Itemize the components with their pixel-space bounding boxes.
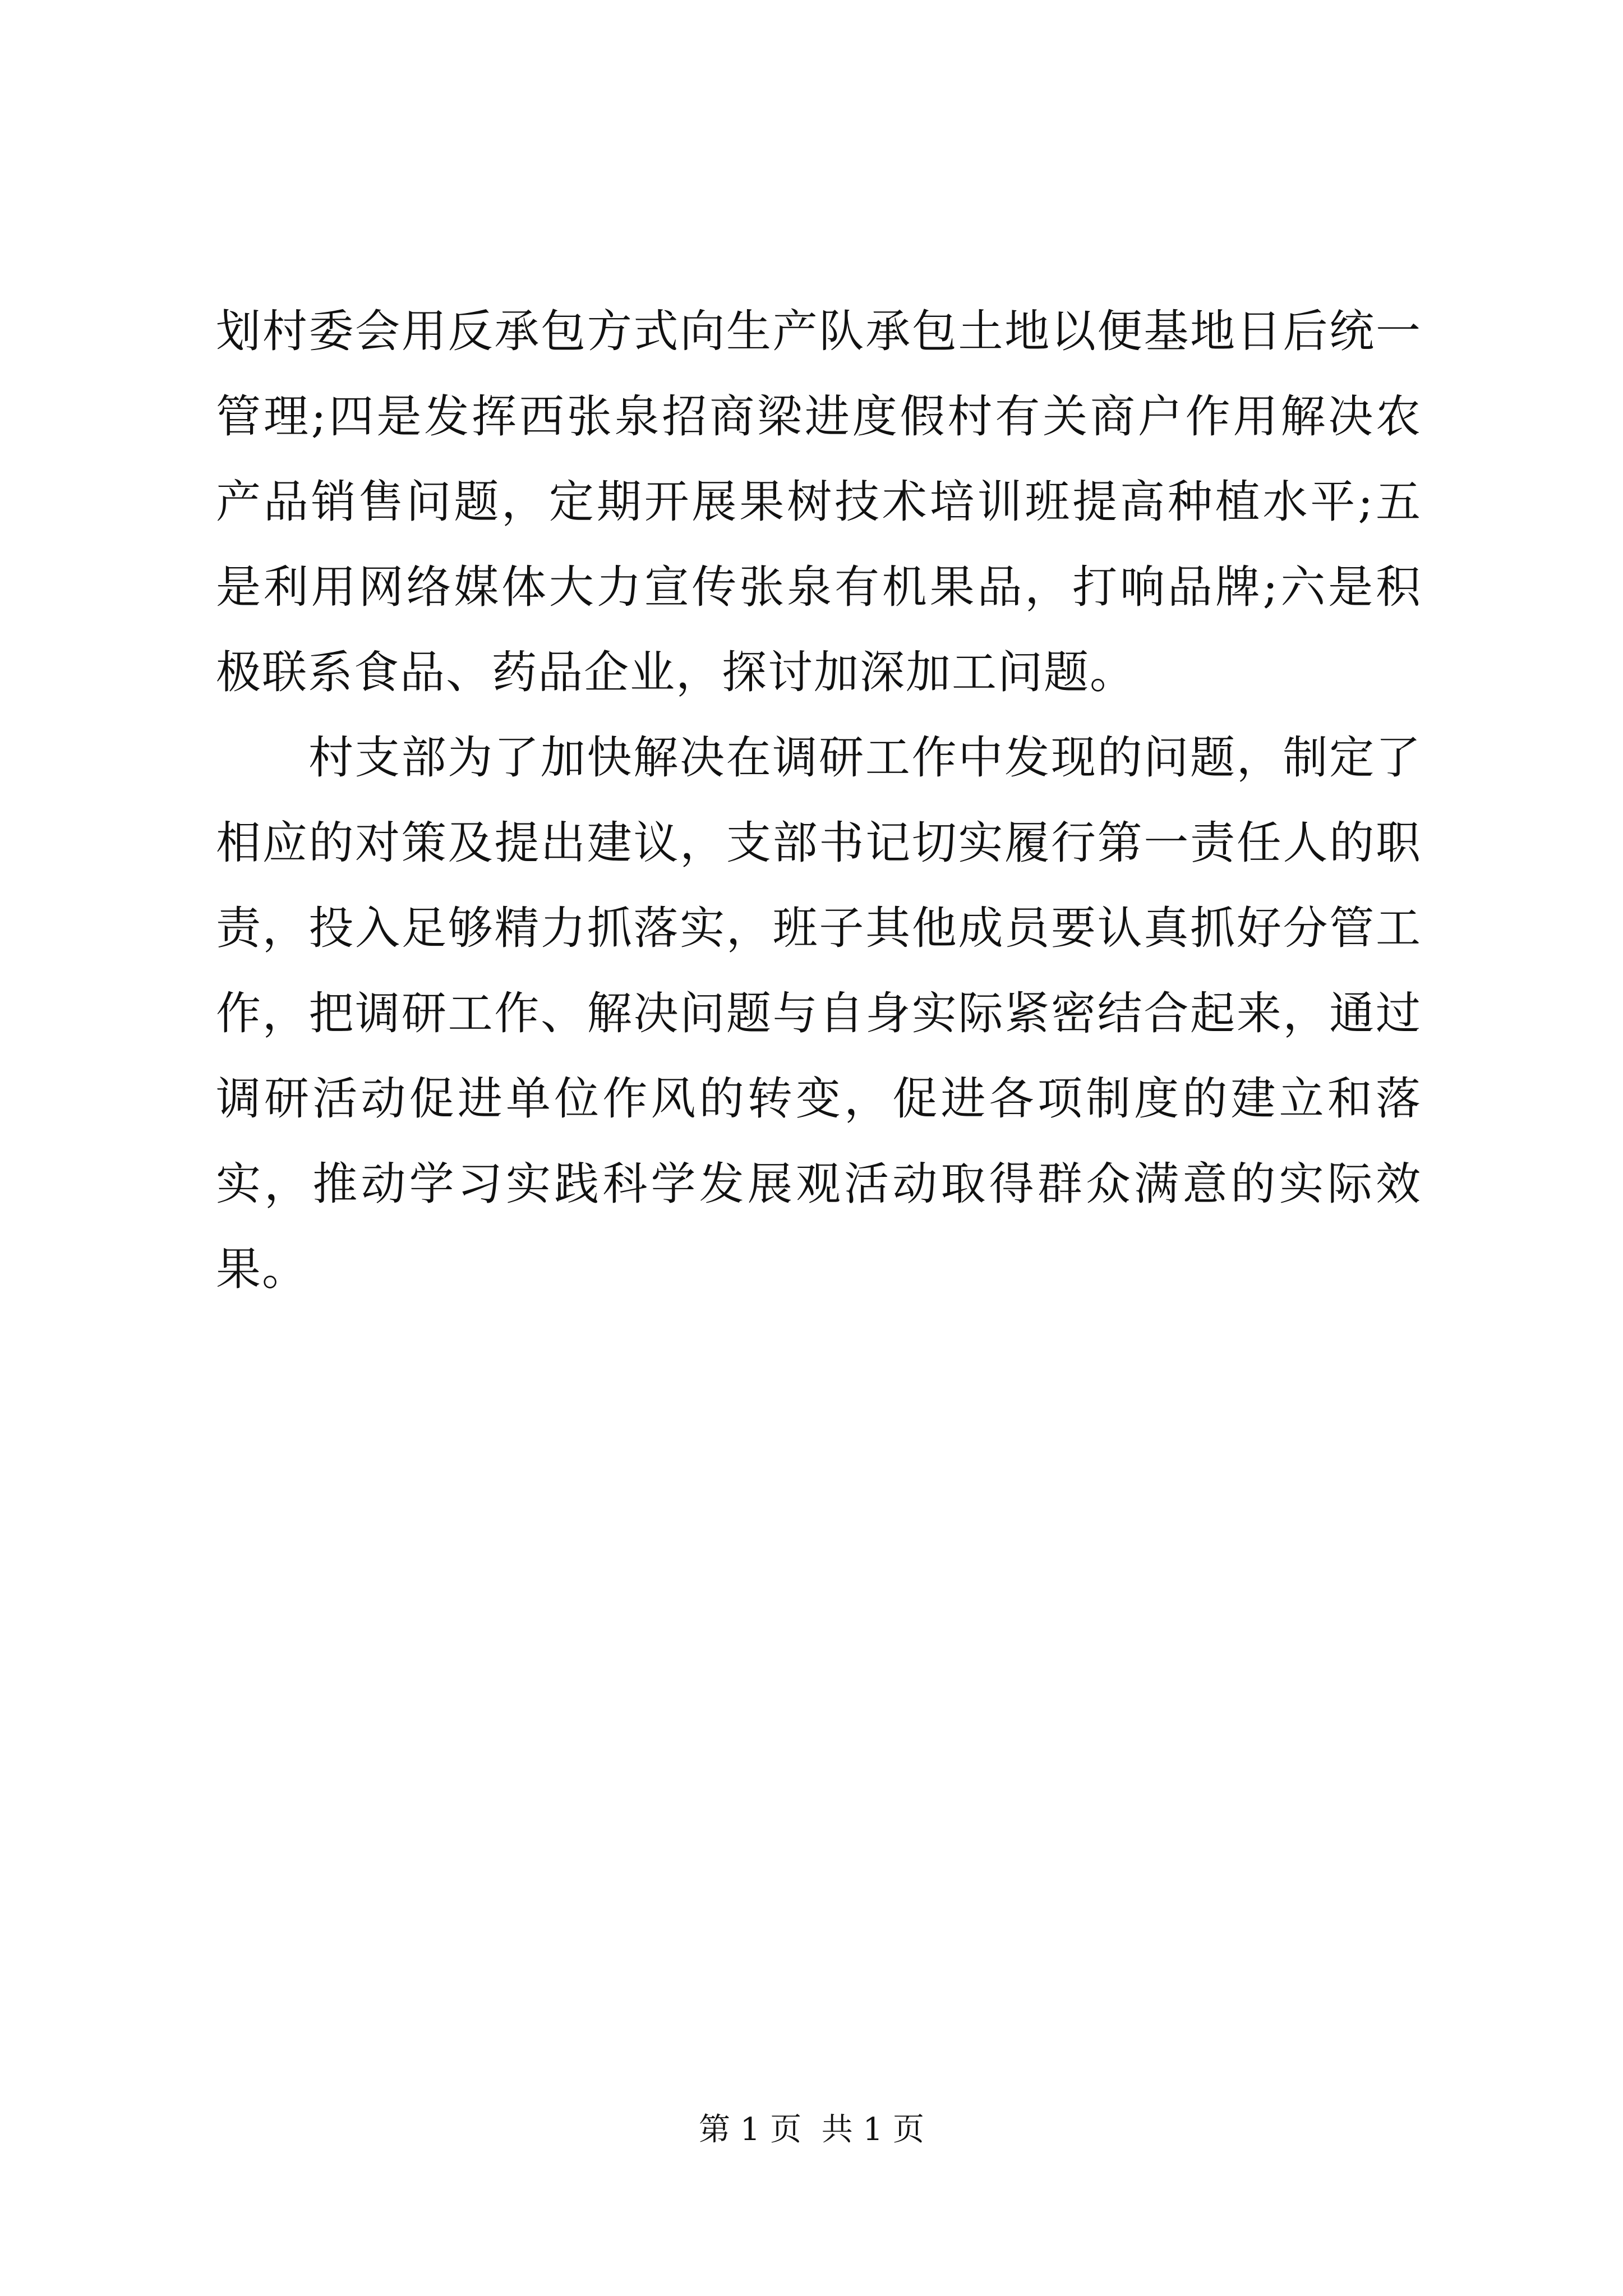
- page-footer: 第 1 页 共 1 页: [698, 2111, 925, 2148]
- document-body: [216, 289, 1422, 1312]
- paragraph-continuation: 划村委会用反承包方式向生产队承包土地以便基地日后统一管理;四是发挥西张泉招商梁进度假村有关商户作用解决农产品销售问题，定期开展果树技术培训班提高种植水平;五是利用网络媒体大力宣传张泉有机果品，打响品牌;六是积极联系食品、药品企业，探讨加深加工问题。: [216, 305, 1422, 698]
- paragraph-village-branch: 村支部为了加快解决在调研工作中发现的问题，制定了相应的对策及提出建议，支部书记切实履行第一责任人的职责，投入足够精力抓落实，班子其他成员要认真抓好分管工作，把调研工作、解决问题与自身实际紧密结合起来，通过调研活动促进单位作风的转变，促进各项制度的建立和落实，推动学习实践科学发展观活动取得群众满意的实际效果。: [216, 731, 1422, 1295]
